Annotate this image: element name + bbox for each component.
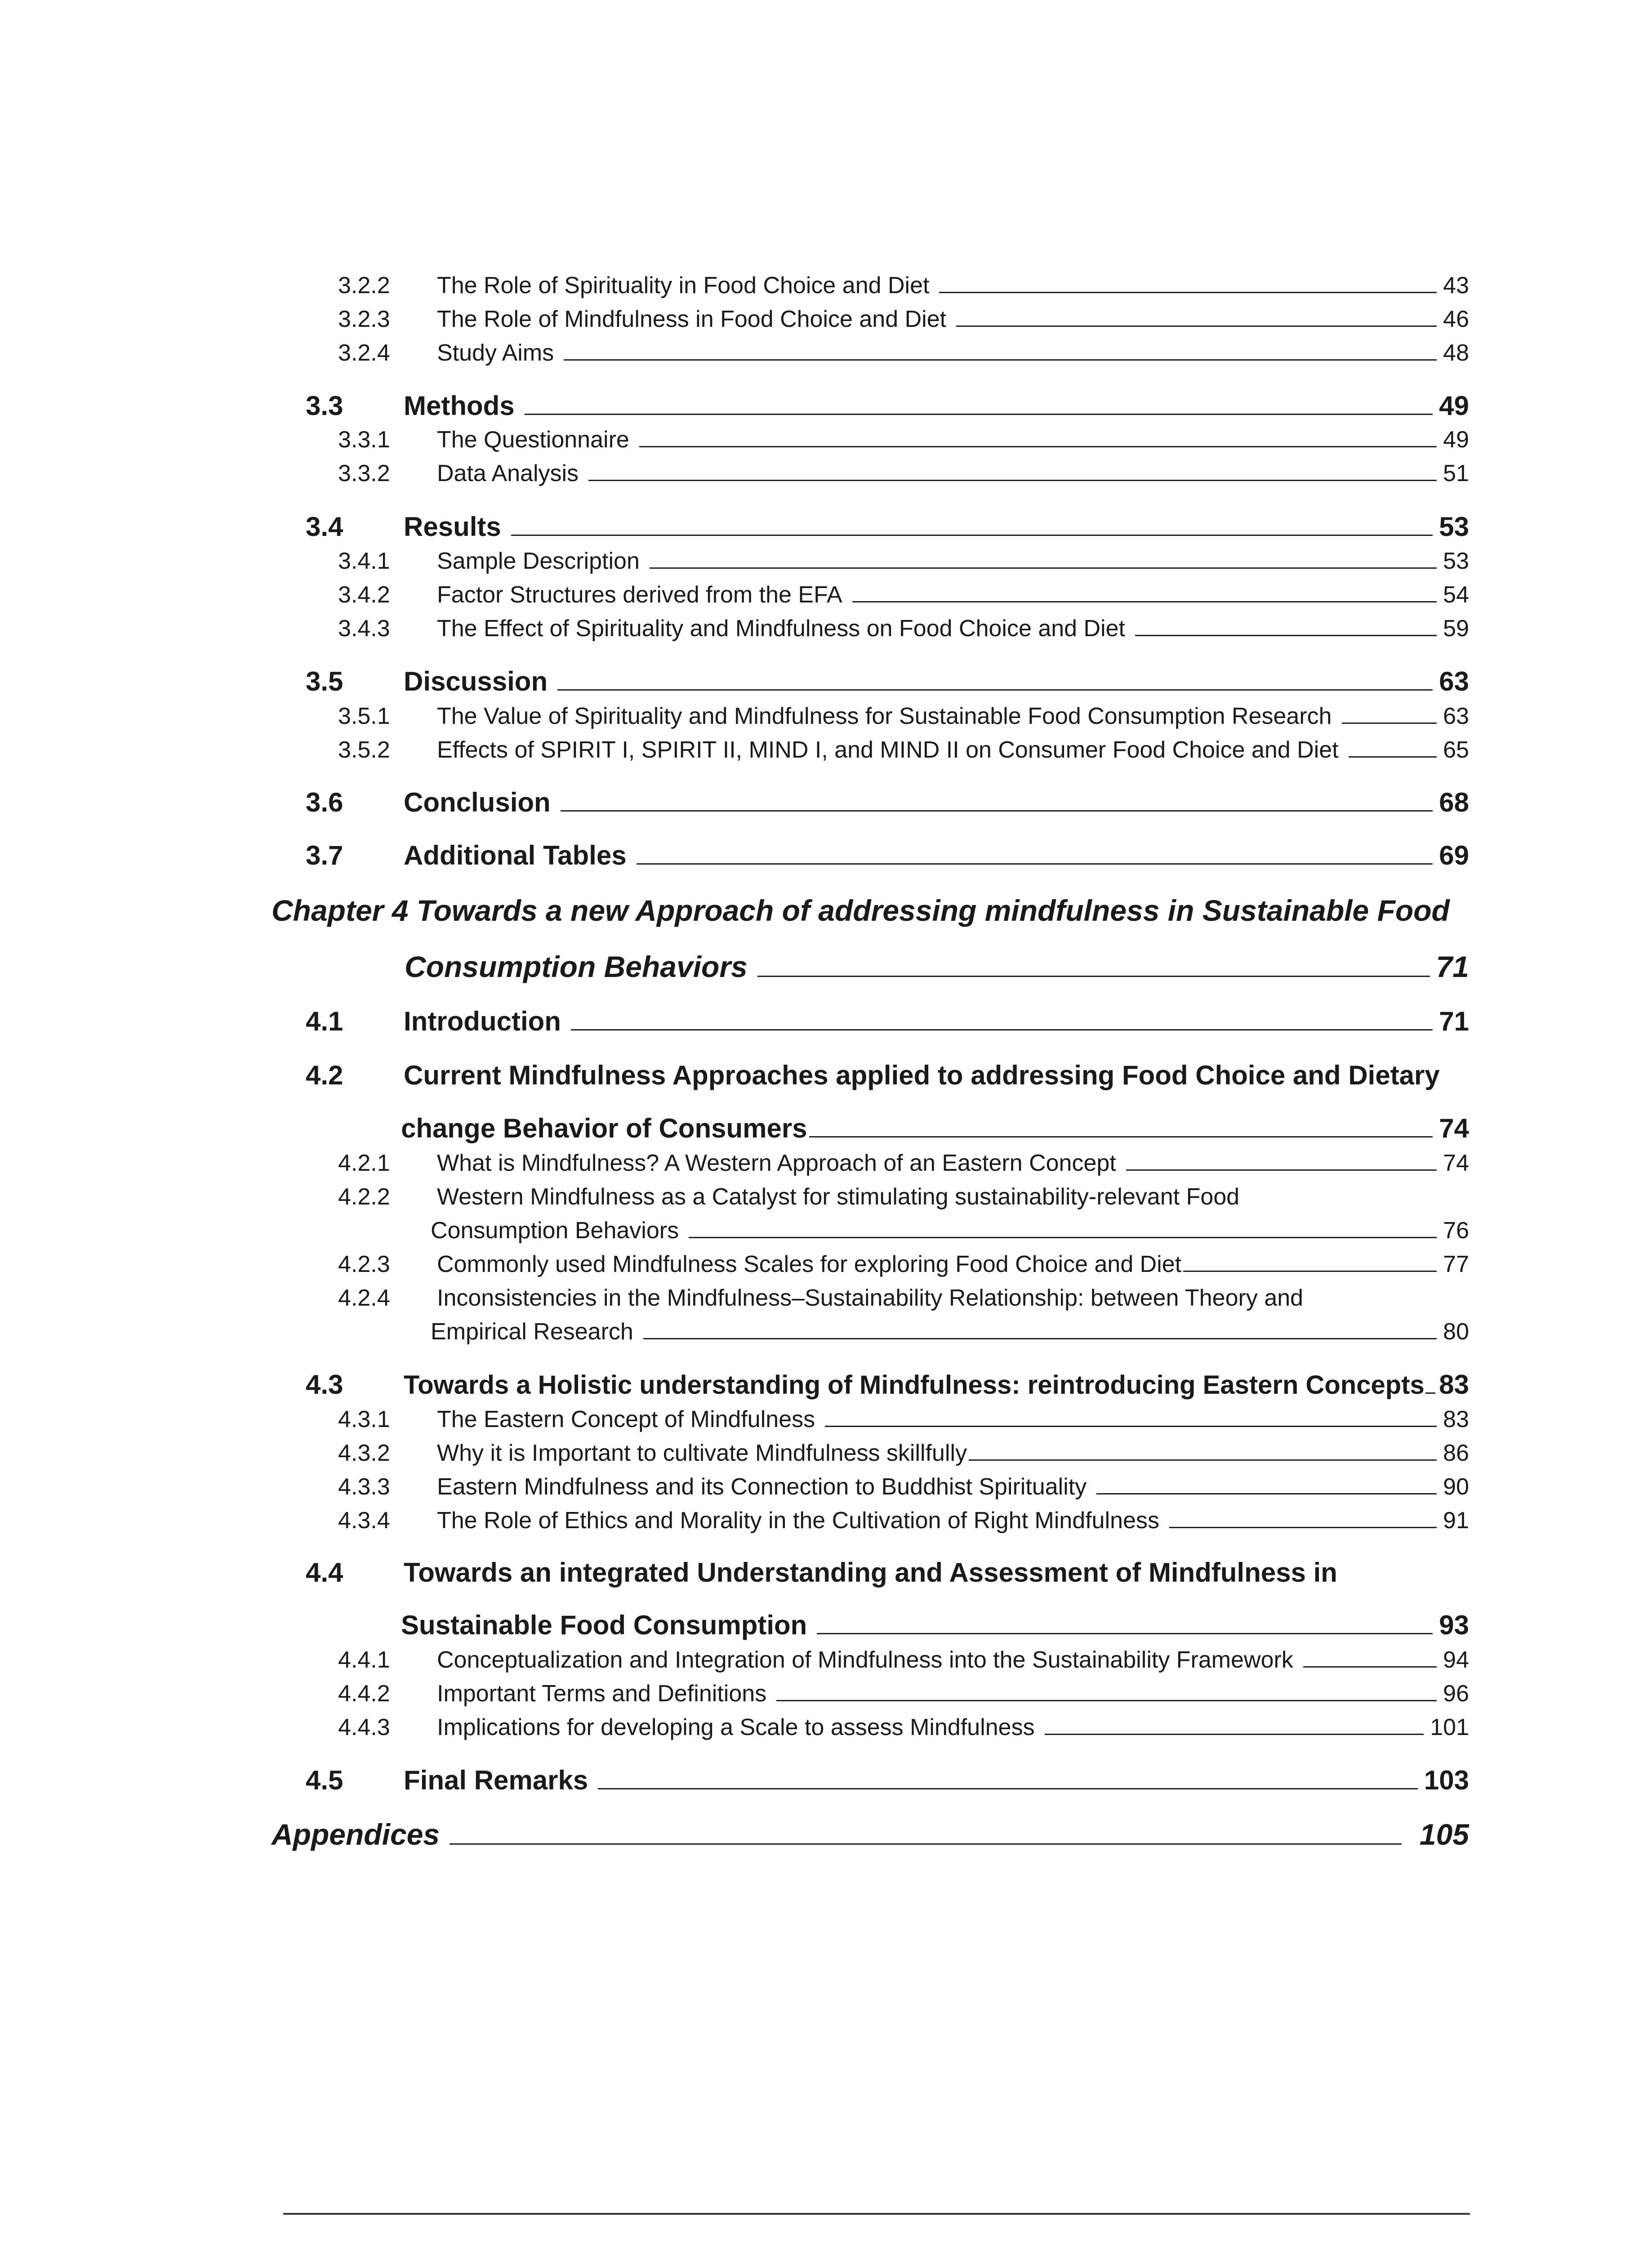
toc-entry-title: The Role of Ethics and Morality in the Cultivation of Right Mindfulness xyxy=(437,1508,1159,1534)
toc-entry-number: 4.2.3 xyxy=(338,1251,390,1277)
toc-entry-3-5-1[interactable] xyxy=(338,703,1469,730)
toc-entry-number: 3.5.2 xyxy=(338,737,390,763)
toc-entry-title: Eastern Mindfulness and its Connection to Buddhist Spirituality xyxy=(437,1474,1087,1500)
toc-page-number: 101 xyxy=(1430,1714,1469,1740)
toc-page-number: 86 xyxy=(1443,1440,1469,1466)
toc-entry-title: The Questionnaire xyxy=(437,427,629,453)
toc-section-number: 4.1 xyxy=(306,1006,343,1036)
toc-entry-4-3-2[interactable] xyxy=(338,1440,1469,1467)
toc-entry-4-2-4-line1[interactable] xyxy=(338,1285,1303,1311)
toc-entry-4-3-4[interactable] xyxy=(338,1507,1469,1534)
toc-entry-4-4[interactable] xyxy=(401,1610,1469,1641)
toc-entry-number: 3.4.3 xyxy=(338,616,390,642)
toc-entry-number: 4.3.1 xyxy=(338,1406,390,1432)
toc-chapter-4[interactable] xyxy=(405,950,1469,984)
toc-entry-4-3-3[interactable] xyxy=(338,1473,1469,1500)
toc-entry-title: Data Analysis xyxy=(437,460,579,486)
toc-entry-title: Effects of SPIRIT I, SPIRIT II, MIND I, and MIND II on Consumer Food Choice and Diet xyxy=(437,737,1339,763)
toc-section-title-line1: Towards an integrated Understanding and Assessment of Mindfulness in xyxy=(404,1557,1337,1588)
dot-leader xyxy=(776,1700,1437,1701)
toc-entry-3-4-3[interactable] xyxy=(338,615,1469,642)
toc-entry-3-3[interactable] xyxy=(306,390,1469,421)
toc-page-number: 77 xyxy=(1443,1251,1469,1277)
dot-leader xyxy=(1126,1169,1437,1171)
toc-entry-3-6[interactable] xyxy=(306,787,1469,818)
dot-leader xyxy=(1425,1392,1435,1394)
toc-entry-title: The Role of Spirituality in Food Choice and Diet xyxy=(437,272,930,299)
dot-leader xyxy=(525,414,1433,415)
dot-leader xyxy=(852,601,1437,602)
toc-entry-number: 3.3.1 xyxy=(338,427,390,453)
toc-entry-title: The Value of Spirituality and Mindfulness for Sustainable Food Consumption Research xyxy=(437,703,1332,729)
toc-entry-title: Factor Structures derived from the EFA xyxy=(437,582,842,608)
toc-page-number: 91 xyxy=(1443,1508,1469,1534)
toc-page-number: 83 xyxy=(1439,1369,1469,1400)
toc-entry-3-2-3[interactable] xyxy=(338,306,1469,333)
dot-leader xyxy=(564,359,1437,361)
dot-leader xyxy=(637,863,1433,865)
toc-section-number: 3.3 xyxy=(306,391,343,421)
toc-page-number: 53 xyxy=(1439,512,1469,542)
toc-section-title-line2: change Behavior of Consumers xyxy=(401,1113,807,1143)
toc-page-number: 63 xyxy=(1439,666,1469,696)
toc-section-title: Towards a Holistic understanding of Mindfulness: reintroducing Eastern Concepts xyxy=(404,1370,1425,1400)
toc-entry-title: Why it is Important to cultivate Mindfulness skillfully xyxy=(437,1440,967,1466)
toc-page-number: 71 xyxy=(1436,950,1469,983)
toc-chapter-title-line2: Consumption Behaviors xyxy=(405,950,748,983)
dot-leader xyxy=(639,446,1437,447)
toc-entry-number: 4.2.1 xyxy=(338,1150,390,1176)
toc-entry-title-line1: Inconsistencies in the Mindfulness–Sustainability Relationship: between Theory and xyxy=(437,1285,1304,1311)
toc-section-number: 3.7 xyxy=(306,840,343,870)
dot-leader xyxy=(1096,1493,1437,1494)
toc-entry-4-2-3[interactable] xyxy=(338,1251,1469,1278)
toc-entry-4-2-2[interactable] xyxy=(431,1217,1469,1244)
toc-page-number: 83 xyxy=(1443,1406,1469,1432)
toc-section-title: Introduction xyxy=(404,1006,561,1036)
toc-entry-3-4[interactable] xyxy=(306,511,1469,542)
dot-leader xyxy=(450,1843,1402,1845)
toc-page-number: 94 xyxy=(1443,1647,1469,1673)
toc-entry-title: Study Aims xyxy=(437,340,554,366)
toc-section-number: 4.4 xyxy=(306,1557,343,1588)
toc-page-number: 48 xyxy=(1443,340,1469,366)
toc-page-number: 68 xyxy=(1439,787,1469,817)
toc-page-number: 96 xyxy=(1443,1681,1469,1707)
toc-entry-title: Commonly used Mindfulness Scales for exploring Food Choice and Diet xyxy=(437,1251,1182,1277)
toc-entry-number: 4.4.3 xyxy=(338,1714,390,1740)
dot-leader xyxy=(689,1237,1437,1238)
toc-entry-3-3-2[interactable] xyxy=(338,460,1469,487)
toc-page-number: 103 xyxy=(1424,1765,1469,1795)
toc-entry-title: What is Mindfulness? A Western Approach of an Eastern Concept xyxy=(437,1150,1116,1176)
dot-leader xyxy=(817,1633,1433,1634)
footer-divider xyxy=(283,2213,1470,2215)
toc-section-number: 4.5 xyxy=(306,1765,343,1795)
toc-entry-3-2-4[interactable] xyxy=(338,339,1469,366)
dot-leader xyxy=(1045,1734,1424,1735)
toc-appendices[interactable] xyxy=(272,1817,1469,1851)
toc-entry-number: 3.4.1 xyxy=(338,548,390,574)
toc-entry-number: 3.4.2 xyxy=(338,582,390,608)
toc-entry-3-5-2[interactable] xyxy=(338,736,1469,763)
toc-page-number: 53 xyxy=(1443,548,1469,574)
toc-entry-4-3[interactable] xyxy=(306,1369,1469,1400)
toc-section-number: 4.3 xyxy=(306,1369,343,1400)
toc-page-number: 43 xyxy=(1443,272,1469,299)
toc-section-title: Additional Tables xyxy=(404,840,627,870)
dot-leader xyxy=(557,689,1433,691)
toc-section-title: Final Remarks xyxy=(404,1765,588,1795)
toc-entry-title: Conceptualization and Integration of Mindfulness into the Sustainability Framework xyxy=(437,1647,1293,1673)
toc-section-title: Conclusion xyxy=(404,787,551,817)
toc-entry-3-4-1[interactable] xyxy=(338,548,1469,575)
toc-page-number: 69 xyxy=(1439,840,1469,870)
toc-page-number: 65 xyxy=(1443,737,1469,763)
toc-entry-4-3-1[interactable] xyxy=(338,1406,1469,1433)
toc-entry-title: The Eastern Concept of Mindfulness xyxy=(437,1406,815,1432)
toc-section-number: 3.5 xyxy=(306,666,343,696)
toc-entry-number: 4.2.2 xyxy=(338,1184,390,1210)
toc-page-number: 74 xyxy=(1443,1150,1469,1176)
toc-entry-3-5[interactable] xyxy=(306,666,1469,697)
toc-entry-number: 4.3.3 xyxy=(338,1474,390,1500)
toc-entry-number: 4.2.4 xyxy=(338,1285,390,1311)
toc-entry-4-2-line1[interactable] xyxy=(306,1060,1440,1091)
dot-leader xyxy=(956,326,1437,327)
dot-leader xyxy=(757,976,1430,977)
toc-entry-4-2-4[interactable] xyxy=(431,1318,1469,1345)
toc-entry-4-5[interactable] xyxy=(306,1765,1469,1796)
dot-leader xyxy=(809,1136,1433,1137)
toc-entry-title: Sample Description xyxy=(437,548,640,574)
toc-entry-4-2-1[interactable] xyxy=(338,1150,1469,1177)
toc-entry-number: 3.3.2 xyxy=(338,460,390,486)
toc-entry-number: 3.2.4 xyxy=(338,340,390,366)
toc-entry-4-1[interactable] xyxy=(306,1006,1469,1037)
toc-entry-3-4-2[interactable] xyxy=(338,581,1469,608)
toc-entry-4-4-2[interactable] xyxy=(338,1680,1469,1707)
toc-section-number: 3.4 xyxy=(306,512,343,542)
dot-leader xyxy=(571,1029,1433,1030)
dot-leader xyxy=(825,1426,1437,1427)
toc-page-number: 54 xyxy=(1443,582,1469,608)
toc-entry-number: 4.3.4 xyxy=(338,1508,390,1534)
toc-entry-4-4-3[interactable] xyxy=(338,1714,1469,1741)
toc-entry-3-7[interactable] xyxy=(306,840,1469,871)
toc-page-number: 80 xyxy=(1443,1319,1469,1345)
toc-page-number: 71 xyxy=(1439,1006,1469,1036)
toc-section-title-line1: Current Mindfulness Approaches applied to addressing Food Choice and Dietary xyxy=(404,1060,1440,1090)
dot-leader xyxy=(1303,1666,1437,1668)
dot-leader xyxy=(598,1788,1418,1789)
toc-appendices-title: Appendices xyxy=(272,1818,440,1851)
toc-section-number: 3.6 xyxy=(306,787,343,817)
toc-entry-title-line2: Empirical Research xyxy=(431,1319,633,1345)
dot-leader xyxy=(588,480,1437,481)
toc-section-title: Results xyxy=(404,512,501,542)
toc-chapter-4-title-line1[interactable]: Chapter 4 Towards a new Approach of addressing mindfulness in Sustainable Food xyxy=(272,894,1450,927)
toc-entry-4-2-2-line1[interactable] xyxy=(338,1183,1239,1210)
toc-entry-number: 3.2.3 xyxy=(338,306,390,332)
dot-leader xyxy=(1183,1271,1437,1272)
dot-leader xyxy=(939,292,1437,293)
toc-entry-title-line1: Western Mindfulness as a Catalyst for stimulating sustainability-relevant Food xyxy=(437,1184,1240,1210)
dot-leader xyxy=(969,1459,1437,1461)
toc-page-number: 74 xyxy=(1439,1113,1469,1143)
dot-leader xyxy=(1349,756,1437,758)
toc-entry-number: 4.4.1 xyxy=(338,1647,390,1673)
toc-page-number: 49 xyxy=(1439,391,1469,421)
dot-leader xyxy=(1169,1527,1437,1528)
toc-page-number: 76 xyxy=(1443,1218,1469,1244)
toc-page-number: 49 xyxy=(1443,427,1469,453)
toc-page-number: 46 xyxy=(1443,306,1469,332)
toc-entry-4-4-line1[interactable] xyxy=(306,1557,1337,1588)
toc-page-number: 51 xyxy=(1443,460,1469,486)
dot-leader xyxy=(650,567,1437,569)
toc-entry-title: Implications for developing a Scale to assess Mindfulness xyxy=(437,1714,1035,1740)
toc-entry-number: 3.2.2 xyxy=(338,272,390,299)
dot-leader xyxy=(643,1338,1437,1339)
toc-entry-title: The Role of Mindfulness in Food Choice and Diet xyxy=(437,306,947,332)
toc-entry-number: 4.3.2 xyxy=(338,1440,390,1466)
toc-section-number: 4.2 xyxy=(306,1060,343,1090)
toc-entry-4-2[interactable] xyxy=(401,1113,1469,1144)
dot-leader xyxy=(1342,723,1437,724)
toc-entry-3-3-1[interactable] xyxy=(338,426,1469,453)
toc-page-number: 93 xyxy=(1439,1610,1469,1640)
toc-section-title: Methods xyxy=(404,391,515,421)
toc-section-title-line2: Sustainable Food Consumption xyxy=(401,1610,807,1640)
dot-leader xyxy=(1135,635,1437,636)
toc-entry-number: 4.4.2 xyxy=(338,1681,390,1707)
toc-page-number: 90 xyxy=(1443,1474,1469,1500)
toc-entry-title: Important Terms and Definitions xyxy=(437,1681,767,1707)
dot-leader xyxy=(561,810,1433,812)
toc-entry-3-2-2[interactable] xyxy=(338,272,1469,299)
toc-entry-4-4-1[interactable] xyxy=(338,1646,1469,1673)
toc-entry-number: 3.5.1 xyxy=(338,703,390,729)
toc-section-title: Discussion xyxy=(404,666,548,696)
toc-page-number: 105 xyxy=(1419,1818,1469,1851)
toc-entry-title-line2: Consumption Behaviors xyxy=(431,1218,679,1244)
toc-page-number: 59 xyxy=(1443,616,1469,642)
toc-entry-title: The Effect of Spirituality and Mindfulness on Food Choice and Diet xyxy=(437,616,1126,642)
dot-leader xyxy=(511,535,1433,536)
toc-page-number: 63 xyxy=(1443,703,1469,729)
